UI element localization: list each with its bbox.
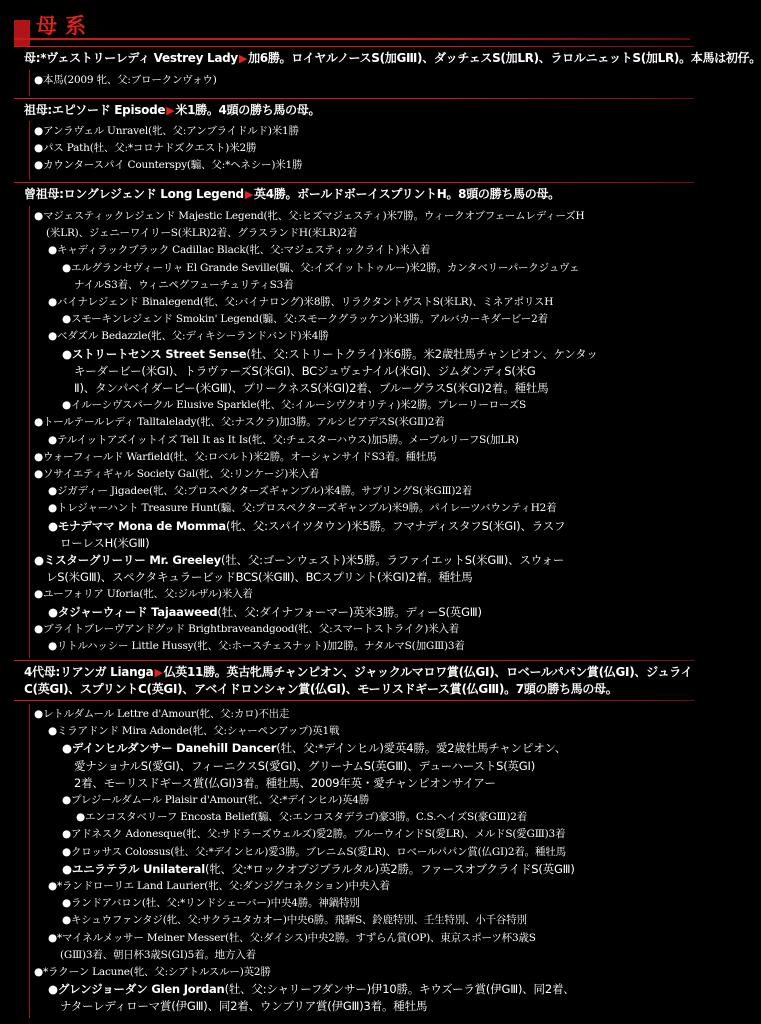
offspring-entry <box>34 723 690 740</box>
arrow-icon: ▶ <box>154 666 163 679</box>
title-rule <box>14 38 690 40</box>
entry-text: ●テルイットアズイットイズ Tell It as It Is(牝、父:チェスターハウス)加5勝。メープルリーフS(加LR) <box>48 433 519 446</box>
offspring-entry <box>34 483 690 500</box>
entry-text: ●エルグランセヴィーリャ El Grande Seville(騸、父:イズイットトゥルー)米2勝。カンタベリーパークジュヴェ <box>62 261 580 274</box>
offspring-entry <box>34 552 690 586</box>
entry-text: ●ランドアバロン(牡、父:*リンドシェーバー)中央4勝。神鍋特別 <box>62 897 360 910</box>
offspring-entry <box>34 844 690 861</box>
section-separator <box>14 98 694 99</box>
entry-text: ●マジェスティックレジェンド Majestic Legend(牝、父:ヒズマジェスティ)米7勝。ウィークオブフェームレディーズH <box>34 210 585 222</box>
dam-heading <box>24 50 761 67</box>
offspring-entry <box>34 208 690 242</box>
notable-horse-name: ●ミスターグリーリー Mr. Greeley <box>34 553 221 568</box>
offspring-entry <box>34 706 690 723</box>
entry-text: ●ソサイエティギャル Society Gal(牝、父:リンケージ)米入着 <box>34 468 320 481</box>
section-separator <box>14 700 694 701</box>
arrow-icon: ▶ <box>166 104 175 117</box>
section-title-block <box>14 8 124 38</box>
offspring-list <box>34 208 690 655</box>
offspring-entry <box>34 346 690 398</box>
entry-continuation: キーダービー(米GI)、トラヴァーズS(米GI)、BCジュヴェナイル(米GI)、ジムダンディS(米G <box>74 363 536 378</box>
offspring-entry <box>34 912 690 929</box>
notable-horse-name: ●デインヒルダンサー Danehill Dancer <box>62 741 277 756</box>
notable-horse-name: ●タジャーウィード Tajaaweed <box>48 604 218 619</box>
offspring-entry <box>34 981 690 1015</box>
entry-text: (牡、父:*デインヒル)愛英4勝。愛2歳牡馬チャンピオン、 <box>276 741 567 756</box>
entry-continuation: Ⅱ)、タンパベイダービー(米GⅢ)、プリークネスS(米GI)2着、ブルーグラスS(米GI)2着。種牡馬 <box>74 381 549 396</box>
offspring-entry <box>34 518 690 552</box>
dam-record: 米1勝。4頭の勝ち馬の母。 <box>175 103 321 117</box>
offspring-entry <box>34 621 690 638</box>
arrow-icon: ▶ <box>238 52 248 65</box>
notable-horse-name: ●グレンジョーダン Glen Jordan <box>48 982 225 997</box>
entry-continuation: (GⅢ)3着、朝日杯3歳S(GI)5着。地方入着 <box>60 948 256 961</box>
offspring-list <box>34 123 690 175</box>
entry-continuation: 2着、モーリスドギース賞(仏GI)3着。種牡馬、2009年英・愛チャンピオンサイアー <box>74 775 496 790</box>
entry-text: ●アドネスク Adonesque(牝、父:サドラーズウェルズ)愛2勝。ブルーウインドS(愛LR)、メルドS(愛GⅢ)3着 <box>62 828 566 841</box>
offspring-entry <box>34 638 690 655</box>
offspring-entry <box>34 861 690 878</box>
entry-text: ●レトルダムール Lettre d'Amour(牝、父:カロ)不出走 <box>34 708 290 720</box>
offspring-entry <box>34 826 690 843</box>
section-separator <box>14 46 694 47</box>
entry-text: ●ユーフォリア Uforia(牝、父:ジルザル)米入着 <box>34 588 253 601</box>
dam-name: 曾祖母:ロングレジェンド Long Legend <box>24 187 244 201</box>
dam-record: 英4勝。ボールドボーイスプリントH。8頭の勝ち馬の母。 <box>254 187 560 201</box>
offspring-entry <box>34 414 690 431</box>
offspring-entry <box>34 930 690 964</box>
entry-continuation: レS(米GⅢ)、スペクタキュラービッドBCS(米GⅢ)、BCスプリント(米GI)2着。種牡馬 <box>46 570 473 585</box>
notable-horse-name: ●ストリートセンス Street Sense <box>62 346 247 361</box>
offspring-entry <box>34 500 690 517</box>
dam-name: 祖母:エピソード Episode <box>24 103 166 117</box>
entry-continuation: (米LR)、ジェニーワイリーS(米LR)2着、グラスランドH(米LR)2着 <box>46 227 358 240</box>
entry-text: ●リトルハッシー Little Hussy(牝、父:ホースチェスナット)加2勝。ナタルマS(加GⅢ)3着 <box>48 640 465 653</box>
offspring-entry <box>34 740 690 792</box>
offspring-entry <box>34 895 690 912</box>
dam-heading <box>24 186 694 203</box>
offspring-entry <box>34 809 690 826</box>
arrow-icon: ▶ <box>244 188 254 201</box>
offspring-entry <box>34 311 690 328</box>
entry-text: ●アンラヴェル Unravel(牝、父:アンブライドルド)米1勝 <box>34 125 299 137</box>
offspring-entry <box>34 878 690 895</box>
entry-text: ●ミラアドンド Mira Adonde(牝、父:シャーペンアップ)英1戦 <box>48 725 340 738</box>
entry-text: ●*マイネルメッサー Meiner Messer(牡、父:ダイシス)中央2勝。すずらん賞(OP)、東京スポーツ杯3歳S <box>48 931 536 944</box>
notable-horse-name: ●モナデママ Mona de Momma <box>48 518 226 533</box>
offspring-entry <box>34 294 690 311</box>
entry-continuation: ナイルS3着、ウィニペグフューチュリティS3着 <box>74 278 294 291</box>
offspring-entry <box>34 328 690 345</box>
tree-line <box>29 704 30 1018</box>
entry-text: (牝、父:スパイツタウン)米5勝。フマナディスタフS(米GI)、ラスフ <box>225 518 566 533</box>
offspring-entry <box>34 964 690 981</box>
entry-text: (牡、父:ゴーンウェスト)米5勝。ラファイエットS(米GⅢ)、スウォー <box>220 553 565 568</box>
entry-text: ●ブライトブレーヴアンドグッド Brightbraveandgood(牝、父:スマートストライク)米入着 <box>34 622 460 635</box>
title-accent-bar <box>14 20 30 46</box>
offspring-entry <box>34 604 690 621</box>
entry-continuation: ナターレディローマ賞(伊GⅢ)、同2着、ウンブリア賞(伊GⅢ)3着。種牡馬 <box>60 999 428 1014</box>
offspring-entry <box>34 123 690 140</box>
offspring-entry <box>34 432 690 449</box>
entry-text: ●バイナレジェンド Binalegend(牝、父:バイナロング)米8勝、リラクタントゲストS(米LR)、ミネアポリスH <box>48 296 554 309</box>
section-separator <box>14 182 694 183</box>
tree-line <box>29 121 30 180</box>
entry-text: ●ジガディー Jigadee(牝、父:プロスペクターズギャンブル)米4勝。サプリングS(米GⅢ)2着 <box>48 485 473 498</box>
entry-text: (牝、父:*ロックオブジブラルタル)英2勝。ファースオブクライドS(英GⅢ) <box>204 861 575 876</box>
page-title: 母系 <box>36 14 94 38</box>
offspring-entry <box>34 466 690 483</box>
tree-line <box>29 206 30 658</box>
entry-text: ●キシュウファンタジ(牝、父:サクラユタカオー)中央6勝。飛騨S、鈴鹿特別、壬生特別、小千谷特別 <box>62 914 527 927</box>
entry-text: ●*ラクーン Lacune(牝、父:シアトルスルー)英2勝 <box>34 966 271 979</box>
offspring-list <box>34 72 690 89</box>
dam-heading <box>24 664 694 697</box>
dam-record: 仏英11勝。英古牝馬チャンピオン、ジャックルマロワ賞(仏GI)、ロベールパパン賞(仏GI)、ジュライC(英GI)、スプリントC(英GI)、アベイドロンシャン賞(仏GI)、モーリスドギース賞(仏GⅢ)。7頭の勝ち馬の母。 <box>24 665 693 696</box>
entry-text: ●キャディラックブラック Cadillac Black(牝、父:マジェスティックライト)米入着 <box>48 244 431 257</box>
entry-text: (牡、父:ストリートクライ)米6勝。米2歳牡馬チャンピオン、ケンタッ <box>246 346 598 361</box>
offspring-entry <box>34 157 690 174</box>
entry-text: ●*ランドローリエ Land Laurier(牝、父:ダンジグコネクション)中央入着 <box>48 880 390 893</box>
section-separator <box>14 660 694 661</box>
entry-text: ●クロッサス Colossus(牡、父:*デインヒル)愛3勝。ブレニムS(愛LR)、ロベールパパン賞(仏GI)2着。種牡馬 <box>62 845 566 858</box>
offspring-entry <box>34 72 690 89</box>
entry-text: ●ウォーフィールド Warfield(牡、父:ロベルト)米2勝。オーシャンサイドS3着。種牡馬 <box>34 450 437 463</box>
offspring-entry <box>34 260 690 294</box>
dam-name: 母:*ヴェストリーレディ Vestrey Lady <box>24 51 238 65</box>
entry-text: (牡、父:シャリーフダンサー)伊10勝。キウズーラ賞(伊GⅢ)、同2着、 <box>224 982 575 997</box>
offspring-entry <box>34 449 690 466</box>
dam-heading <box>24 102 694 119</box>
offspring-list <box>34 706 690 1016</box>
entry-text: ●スモーキンレジェンド Smokin' Legend(騸、父:スモークグラッケン)米3勝。アルバカーキダービー2着 <box>62 313 548 326</box>
offspring-entry <box>34 792 690 809</box>
entry-text: ●プレジールダムール Plaisir d'Amour(牝、父:*デインヒル)英4勝 <box>62 794 370 807</box>
entry-text: ●エンコスタベリーフ Encosta Belief(騸、父:エンコスタデラゴ)豪3勝。C.S.ヘイズS(豪GⅢ)2着 <box>76 811 527 824</box>
entry-text: ●カウンタースパイ Counterspy(騸、父:*ヘネシー)米1勝 <box>34 159 303 172</box>
entry-text: ●ベダズル Bedazzle(牝、父:ディキシーランドバンド)米4勝 <box>48 330 329 343</box>
entry-text: ●トレジャーハント Treasure Hunt(騸、父:プロスペクターズギャンブル)米9勝。パイレーツバウンティH2着 <box>48 502 557 515</box>
entry-text: ●トールテールレディ Talltalelady(牝、父:ナスクラ)加3勝。アルシビアデスS(米GⅡ)2着 <box>34 416 445 429</box>
entry-text: ●パス Path(牡、父:*コロナドズクエスト)米2勝 <box>34 142 257 155</box>
offspring-entry <box>34 586 690 603</box>
notable-horse-name: ●ユニラテラル Unilateral <box>62 861 205 876</box>
entry-text: (牡、父:ダイナフォーマー)英米3勝。ディーS(英GⅢ) <box>217 604 482 619</box>
tree-line <box>29 70 30 96</box>
dam-record: 加6勝。ロイヤルノースS(加GⅢ)、ダッチェスS(加LR)、ラロルニェットS(加LR)。本馬は初仔。 <box>248 51 761 65</box>
entry-continuation: 愛ナショナルS(愛GI)、フィーニクスS(愛GI)、グリーナムS(英GⅢ)、デューハーストS(英GI) <box>74 758 535 773</box>
offspring-entry <box>34 140 690 157</box>
entry-text: ●本馬(2009 牝、父:ブロークンヴォウ) <box>34 74 217 86</box>
entry-text: ●イルーシヴスパークル Elusive Sparkle(牝、父:イルーシヴクオリティ)米2勝。プレーリーローズS <box>62 399 527 412</box>
offspring-entry <box>34 397 690 414</box>
entry-continuation: ローレスH(米GⅢ) <box>60 535 150 550</box>
dam-name: 4代母:リアンガ Lianga <box>24 665 154 679</box>
offspring-entry <box>34 242 690 259</box>
